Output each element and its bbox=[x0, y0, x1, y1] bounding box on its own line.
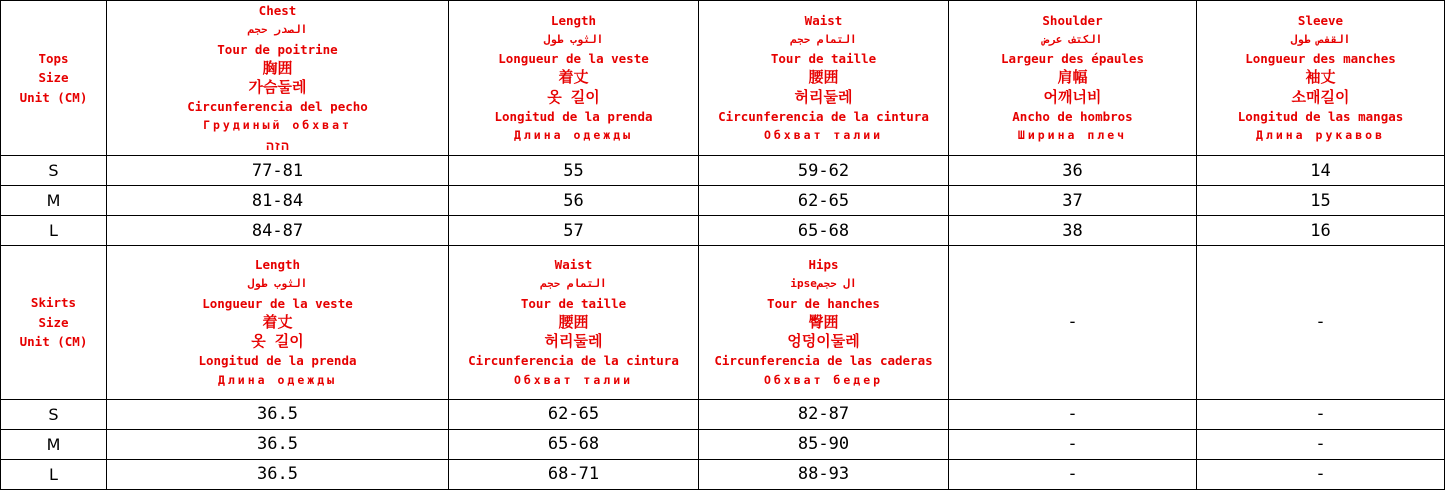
tops-chest-header-line: Circunferencia del pecho bbox=[187, 99, 368, 115]
skirts-value-hips: 82-87 bbox=[699, 399, 949, 429]
tops-row-s bbox=[1, 156, 1445, 186]
tops-header-row bbox=[1, 1, 1445, 156]
skirts-empty-2-header-line: - bbox=[1315, 312, 1326, 333]
skirts-value-empty-1: - bbox=[949, 429, 1197, 459]
tops-length-header-line: Longueur de la veste bbox=[498, 51, 649, 67]
tops-value-sleeve: 16 bbox=[1197, 216, 1445, 246]
tops-value-shoulder: 37 bbox=[949, 186, 1197, 216]
skirts-header-row bbox=[1, 246, 1445, 399]
skirts-value-waist: 62-65 bbox=[449, 399, 699, 429]
skirts-waist-header-line: التمام حجم bbox=[540, 277, 607, 291]
skirts-label-line: Skirts bbox=[30, 295, 77, 311]
tops-size-cell: M bbox=[1, 186, 107, 216]
skirts-value-empty-1: - bbox=[949, 459, 1197, 489]
tops-sleeve-header-line: القفص طول bbox=[1290, 33, 1351, 47]
tops-waist-header-line: Waist bbox=[804, 12, 843, 28]
size-chart-body bbox=[1, 1, 1445, 490]
tops-label-line: Size bbox=[38, 70, 69, 86]
skirts-header-length bbox=[107, 246, 449, 399]
skirts-length-header-line: 着丈 bbox=[262, 312, 293, 331]
skirts-empty-1-header-line: - bbox=[1067, 312, 1078, 333]
tops-sleeve-header-line: Длина рукавов bbox=[1255, 128, 1385, 143]
skirts-value-hips: 88-93 bbox=[699, 459, 949, 489]
skirts-hips-header-line: Tour de hanches bbox=[767, 295, 880, 311]
tops-waist-header-line: 腰囲 bbox=[808, 68, 839, 87]
tops-waist-header-line: Circunferencia de la cintura bbox=[718, 108, 929, 124]
tops-waist-header-line: 허리둘레 bbox=[794, 87, 853, 106]
tops-value-shoulder: 38 bbox=[949, 216, 1197, 246]
tops-waist-header-line: Обхват талии bbox=[763, 128, 884, 143]
tops-length-header-line: Longitud de la prenda bbox=[494, 108, 653, 124]
skirts-value-length: 36.5 bbox=[107, 429, 449, 459]
skirts-length-header-line: Longueur de la veste bbox=[202, 295, 353, 311]
tops-shoulder-header-line: Shoulder bbox=[1042, 12, 1103, 28]
skirts-length-header-line: 옷 길이 bbox=[251, 332, 304, 351]
skirts-hips-header-line: Hips bbox=[808, 257, 839, 273]
tops-value-sleeve: 15 bbox=[1197, 186, 1445, 216]
skirts-value-waist: 68-71 bbox=[449, 459, 699, 489]
tops-chest-header-line: الصدر حجم bbox=[247, 23, 308, 37]
tops-value-chest: 84-87 bbox=[107, 216, 449, 246]
skirts-size-cell: M bbox=[1, 429, 107, 459]
tops-value-length: 57 bbox=[449, 216, 699, 246]
skirts-hips-header-line: 臀囲 bbox=[808, 312, 839, 331]
skirts-label-line: Size bbox=[38, 314, 69, 330]
skirts-value-waist: 65-68 bbox=[449, 429, 699, 459]
tops-header-length bbox=[449, 1, 699, 156]
tops-waist-header-line: التمام حجم bbox=[790, 33, 857, 47]
skirts-value-hips: 85-90 bbox=[699, 429, 949, 459]
tops-row-l bbox=[1, 216, 1445, 246]
skirts-waist-header-line: 허리둘레 bbox=[544, 332, 603, 351]
tops-length-header-line: Длина одежды bbox=[513, 128, 634, 143]
tops-chest-header-line: 가슴둘레 bbox=[248, 78, 307, 97]
skirts-waist-header-line: Circunferencia de la cintura bbox=[468, 353, 679, 369]
tops-length-header-line: Length bbox=[550, 12, 597, 28]
tops-chest-header-line: Tour de poitrine bbox=[217, 41, 338, 57]
tops-header-chest bbox=[107, 1, 449, 156]
tops-size-cell: L bbox=[1, 216, 107, 246]
tops-sleeve-header-line: 소매길이 bbox=[1291, 87, 1350, 106]
tops-shoulder-header-line: Largeur des épaules bbox=[1001, 51, 1144, 67]
skirts-header-empty-1 bbox=[949, 246, 1197, 399]
skirts-value-length: 36.5 bbox=[107, 399, 449, 429]
tops-chest-header-line: Chest bbox=[258, 3, 297, 19]
tops-header-shoulder bbox=[949, 1, 1197, 156]
skirts-value-empty-1: - bbox=[949, 399, 1197, 429]
tops-value-shoulder: 36 bbox=[949, 156, 1197, 186]
tops-label-line: Tops bbox=[38, 50, 69, 66]
tops-value-waist: 65-68 bbox=[699, 216, 949, 246]
tops-sleeve-header-line: Longueur des manches bbox=[1245, 51, 1396, 67]
tops-value-chest: 77-81 bbox=[107, 156, 449, 186]
tops-chest-header-line: הזה bbox=[266, 137, 289, 153]
tops-value-length: 55 bbox=[449, 156, 699, 186]
tops-shoulder-header-line: 어깨너비 bbox=[1043, 87, 1102, 106]
tops-chest-header-line: Грудиный обхват bbox=[203, 118, 352, 133]
skirts-waist-header-line: 腰囲 bbox=[558, 312, 589, 331]
skirts-length-header-line: Length bbox=[254, 257, 301, 273]
skirts-waist-header-line: Tour de taille bbox=[520, 295, 627, 311]
tops-sleeve-header-line: 袖丈 bbox=[1305, 68, 1336, 87]
skirts-length-header-line: Длина одежды bbox=[217, 372, 338, 387]
tops-length-header-line: 옷 길이 bbox=[547, 87, 600, 106]
skirts-length-header-line: Longitud de la prenda bbox=[198, 353, 357, 369]
tops-chest-header-line: 胸囲 bbox=[262, 58, 293, 77]
tops-shoulder-header-line: 肩幅 bbox=[1057, 68, 1088, 87]
tops-shoulder-header-line: Ancho de hombros bbox=[1012, 108, 1133, 124]
skirts-header-empty-2 bbox=[1197, 246, 1445, 399]
skirts-row-l bbox=[1, 459, 1445, 489]
tops-header-waist bbox=[699, 1, 949, 156]
tops-length-header-line: 着丈 bbox=[558, 68, 589, 87]
tops-size-cell: S bbox=[1, 156, 107, 186]
skirts-waist-header-line: Обхват талии bbox=[513, 372, 634, 387]
skirts-hips-header-line: 엉덩이둘레 bbox=[787, 332, 860, 351]
tops-value-sleeve: 14 bbox=[1197, 156, 1445, 186]
skirts-row-s bbox=[1, 399, 1445, 429]
tops-length-header-line: الثوب طول bbox=[543, 33, 604, 47]
tops-section-label bbox=[1, 1, 107, 156]
skirts-length-header-line: الثوب طول bbox=[247, 277, 308, 291]
tops-value-waist: 62-65 bbox=[699, 186, 949, 216]
skirts-size-cell: L bbox=[1, 459, 107, 489]
tops-sleeve-header-line: Sleeve bbox=[1297, 12, 1344, 28]
tops-value-length: 56 bbox=[449, 186, 699, 216]
tops-value-chest: 81-84 bbox=[107, 186, 449, 216]
tops-shoulder-header-line: الكتف عرض bbox=[1042, 33, 1103, 47]
skirts-hips-header-line: ipseال حجم bbox=[790, 277, 857, 291]
skirts-header-waist bbox=[449, 246, 699, 399]
tops-value-waist: 59-62 bbox=[699, 156, 949, 186]
tops-waist-header-line: Tour de taille bbox=[770, 51, 877, 67]
tops-header-sleeve bbox=[1197, 1, 1445, 156]
skirts-row-m bbox=[1, 429, 1445, 459]
tops-sleeve-header-line: Longitud de las mangas bbox=[1237, 108, 1404, 124]
skirts-value-empty-2: - bbox=[1197, 429, 1445, 459]
tops-label-line: Unit (CM) bbox=[19, 89, 88, 105]
skirts-value-empty-2: - bbox=[1197, 459, 1445, 489]
skirts-waist-header-line: Waist bbox=[554, 257, 593, 273]
tops-row-m bbox=[1, 186, 1445, 216]
skirts-value-length: 36.5 bbox=[107, 459, 449, 489]
skirts-value-empty-2: - bbox=[1197, 399, 1445, 429]
skirts-section-label bbox=[1, 246, 107, 399]
skirts-hips-header-line: Circunferencia de las caderas bbox=[714, 353, 933, 369]
skirts-header-hips bbox=[699, 246, 949, 399]
skirts-hips-header-line: Обхват бедер bbox=[763, 372, 884, 387]
skirts-label-line: Unit (CM) bbox=[19, 334, 88, 350]
skirts-size-cell: S bbox=[1, 399, 107, 429]
tops-shoulder-header-line: Ширина плеч bbox=[1017, 128, 1128, 143]
